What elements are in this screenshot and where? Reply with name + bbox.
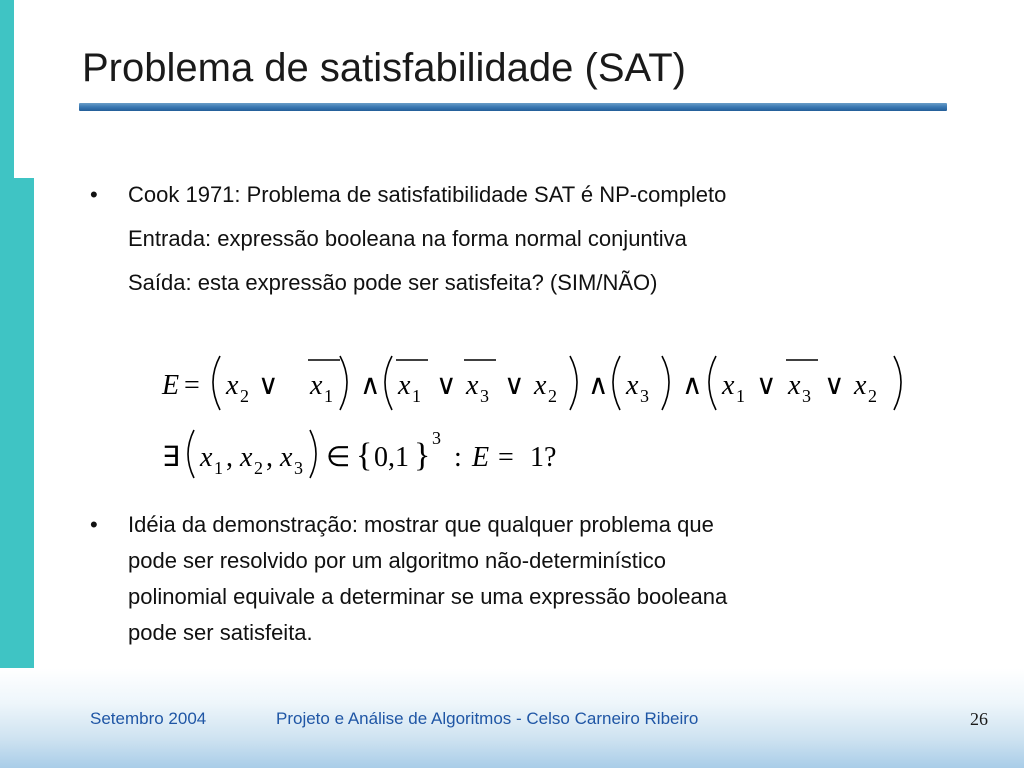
svg-text:∨: ∨ xyxy=(756,370,777,401)
svg-text:x: x xyxy=(280,442,293,473)
bullet-1 xyxy=(90,182,970,312)
svg-text:}: } xyxy=(414,437,431,474)
svg-text:x: x xyxy=(310,370,323,401)
formula-2-svg xyxy=(160,424,620,484)
bullet-2-line-3: polinomial equivale a determinar se uma expressão booleana xyxy=(128,584,728,609)
svg-text:∃: ∃ xyxy=(162,442,180,473)
left-accent-bar xyxy=(0,0,14,768)
svg-text:x: x xyxy=(854,370,867,401)
svg-text:2: 2 xyxy=(254,458,263,478)
svg-text:=: = xyxy=(498,442,514,473)
footer-date: Setembro 2004 xyxy=(90,709,207,728)
bullet-1-line-3: Saída: esta expressão pode ser satisfeita? (SIM/NÃO) xyxy=(128,270,658,295)
svg-text:3: 3 xyxy=(802,386,811,406)
bullet-2-line-2: pode ser resolvido por um algoritmo não-determinístico xyxy=(128,548,667,573)
slide-title: Problema de satisfabilidade (SAT) xyxy=(82,46,686,90)
svg-text:,: , xyxy=(226,442,233,473)
svg-text:x: x xyxy=(626,370,639,401)
svg-text:E: E xyxy=(162,370,180,401)
title-underline xyxy=(79,103,947,111)
bullet-marker: • xyxy=(90,182,98,207)
svg-text:∈: ∈ xyxy=(326,442,351,473)
svg-text:2: 2 xyxy=(868,386,877,406)
svg-text:∧: ∧ xyxy=(588,370,609,401)
formula-line-1 xyxy=(160,348,920,418)
svg-text:E: E xyxy=(472,442,490,473)
svg-text:=: = xyxy=(184,370,200,401)
svg-text:∨: ∨ xyxy=(504,370,525,401)
svg-text:∧: ∧ xyxy=(682,370,703,401)
svg-text:1?: 1? xyxy=(530,442,557,473)
svg-text:0,1: 0,1 xyxy=(374,442,409,473)
svg-text:x: x xyxy=(788,370,801,401)
svg-text:x: x xyxy=(722,370,735,401)
page-number: 26 xyxy=(970,709,988,729)
svg-text:∨: ∨ xyxy=(824,370,845,401)
svg-text:x: x xyxy=(466,370,479,401)
bullet-1-line-2: Entrada: expressão booleana na forma normal conjuntiva xyxy=(128,226,687,251)
svg-text:1: 1 xyxy=(324,386,333,406)
svg-text:3: 3 xyxy=(640,386,649,406)
svg-text:1: 1 xyxy=(214,458,223,478)
svg-text:3: 3 xyxy=(480,386,489,406)
bullet-1-line-1: Cook 1971: Problema de satisfatibilidade SAT é NP-completo xyxy=(128,182,727,207)
svg-text:3: 3 xyxy=(432,428,441,448)
svg-text:x: x xyxy=(534,370,547,401)
svg-text:,: , xyxy=(266,442,273,473)
svg-text:{: { xyxy=(356,437,373,474)
svg-text:x: x xyxy=(226,370,239,401)
formula-1-svg xyxy=(160,348,920,418)
bullet-2-line-1: Idéia da demonstração: mostrar que qualquer problema que xyxy=(128,512,714,537)
svg-text:x: x xyxy=(398,370,411,401)
bullet-2 xyxy=(90,512,970,652)
svg-text:∧: ∧ xyxy=(360,370,381,401)
svg-text:3: 3 xyxy=(294,458,303,478)
svg-text:2: 2 xyxy=(240,386,249,406)
svg-text:∨: ∨ xyxy=(258,370,279,401)
svg-text:2: 2 xyxy=(548,386,557,406)
svg-text:1: 1 xyxy=(736,386,745,406)
bullet-2-line-4: pode ser satisfeita. xyxy=(128,620,313,645)
svg-text:1: 1 xyxy=(412,386,421,406)
svg-text::: : xyxy=(454,442,462,473)
footer-course: Projeto e Análise de Algoritmos - Celso Carneiro Ribeiro xyxy=(276,709,699,728)
svg-text:x: x xyxy=(240,442,253,473)
bullet-marker: • xyxy=(90,512,98,537)
svg-text:x: x xyxy=(200,442,213,473)
formula-line-2 xyxy=(160,424,620,484)
left-accent-bar-inner xyxy=(14,178,34,748)
svg-text:∨: ∨ xyxy=(436,370,457,401)
